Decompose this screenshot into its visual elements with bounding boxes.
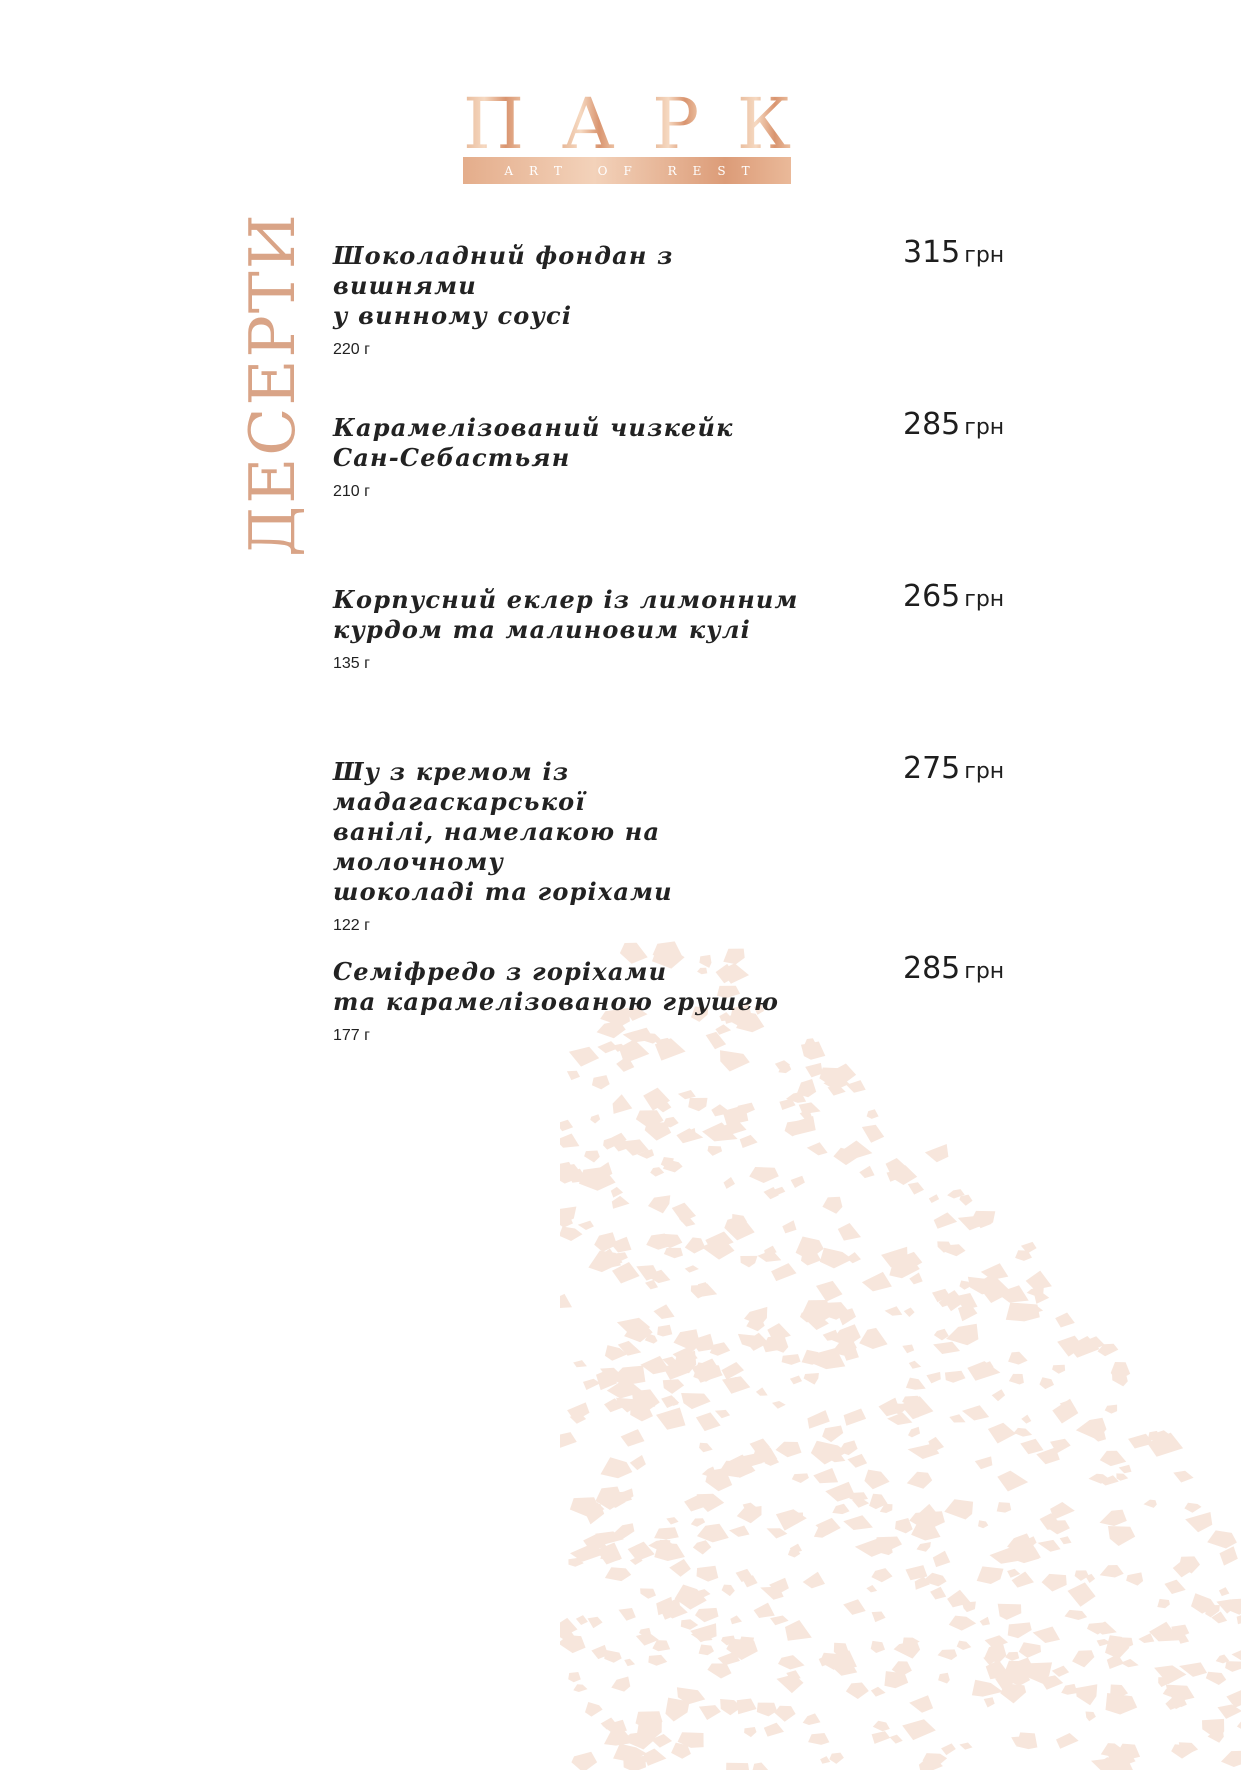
menu-item — [333, 413, 1033, 501]
restaurant-logo — [463, 91, 791, 184]
leaf-fragment — [1026, 1271, 1052, 1290]
leaf-fragment — [1220, 1546, 1238, 1565]
leaf-fragment — [756, 1387, 768, 1395]
leaf-fragment — [904, 1308, 915, 1318]
leaf-fragment — [1184, 1503, 1201, 1513]
leaf-fragment — [661, 1395, 679, 1408]
leaf-fragment — [984, 1697, 995, 1707]
leaf-fragment — [791, 1176, 805, 1188]
leaf-fragment — [560, 1227, 583, 1242]
leaf-fragment — [664, 1248, 683, 1258]
leaf-fragment — [1008, 1352, 1028, 1365]
leaf-fragment — [643, 1749, 666, 1766]
leaf-fragment — [1225, 1661, 1241, 1672]
leaf-fragment — [957, 1641, 972, 1650]
leaf-fragment — [844, 1409, 867, 1426]
leaf-fragment — [829, 1753, 844, 1764]
leaf-fragment — [757, 1703, 777, 1717]
item-name: Семіфредо з горіхами та карамелізованою грушею — [333, 957, 803, 1017]
leaf-fragment — [1107, 1654, 1124, 1669]
leaf-fragment — [1039, 1377, 1054, 1389]
leaf-fragment — [708, 1146, 723, 1156]
leaf-fragment — [1237, 1613, 1241, 1624]
leaf-fragment — [1072, 1650, 1094, 1667]
leaf-fragment — [730, 1615, 742, 1624]
leaf-fragment — [842, 1141, 872, 1161]
leaf-fragment — [1100, 1565, 1124, 1578]
leaf-fragment — [807, 1142, 828, 1155]
menu-item — [333, 585, 1033, 673]
leaf-fragment — [740, 1256, 757, 1268]
leaf-fragment — [1144, 1500, 1157, 1508]
leaf-fragment — [1006, 1303, 1040, 1322]
leaf-fragment — [975, 1456, 993, 1469]
menu-item — [333, 241, 1033, 359]
item-weight: 177 г — [333, 1027, 1033, 1045]
leaf-fragment — [772, 1401, 786, 1409]
price-currency: грн — [964, 415, 1004, 440]
leaf-fragment — [1221, 1751, 1241, 1767]
leaf-fragment — [907, 1472, 932, 1489]
leaf-fragment — [890, 1735, 903, 1744]
leaf-fragment — [871, 1641, 885, 1653]
leaf-fragment — [1232, 1646, 1241, 1662]
leaf-fragment — [1237, 1713, 1241, 1734]
leaf-fragment — [1185, 1512, 1212, 1532]
leaf-fragment — [949, 1414, 965, 1422]
leaf-fragment — [613, 1094, 633, 1114]
leaf-fragment — [968, 1211, 995, 1227]
leaf-fragment — [1050, 1502, 1075, 1520]
item-weight: 220 г — [333, 341, 1033, 359]
price-currency: грн — [964, 243, 1004, 268]
leaf-fragment — [785, 1620, 812, 1641]
leaf-fragment — [797, 1079, 817, 1097]
leaf-fragment — [707, 1664, 731, 1679]
leaf-fragment — [1116, 1473, 1128, 1480]
leaf-fragment — [696, 1412, 721, 1431]
leaf-fragment — [753, 1763, 769, 1770]
leaf-fragment — [1206, 1672, 1226, 1685]
menu-item — [333, 757, 1033, 935]
leaf-fragment — [1021, 1415, 1031, 1424]
leaf-fragment — [790, 1376, 802, 1385]
price-value: 285 — [903, 407, 960, 442]
price-value: 315 — [903, 235, 960, 270]
leaf-fragment — [699, 1443, 713, 1452]
leaf-fragment — [648, 1195, 670, 1213]
leaf-fragment — [926, 1372, 940, 1384]
leaf-fragment — [884, 1671, 908, 1688]
leaf-fragment — [998, 1604, 1022, 1620]
leaf-fragment — [1075, 1570, 1089, 1581]
leaf-fragment — [1038, 1540, 1061, 1552]
leaf-fragment — [1105, 1405, 1117, 1414]
leaf-fragment — [624, 1659, 635, 1666]
leaf-fragment — [949, 1616, 976, 1631]
leaf-fragment — [885, 1306, 903, 1315]
leaf-fragment — [933, 1342, 960, 1354]
leaf-fragment — [699, 1705, 721, 1720]
leaf-fragment — [619, 1608, 636, 1621]
leaf-fragment — [1076, 1684, 1098, 1705]
leaf-fragment — [1106, 1693, 1138, 1715]
leaf-fragment — [1157, 1599, 1170, 1608]
leaf-fragment — [978, 1520, 988, 1528]
leaf-fragment — [771, 1263, 796, 1281]
leaf-fragment — [592, 1075, 610, 1089]
leaf-fragment — [1060, 1536, 1072, 1544]
leaf-fragment — [611, 1187, 623, 1198]
leaf-fragment — [654, 1527, 679, 1539]
item-weight: 210 г — [333, 483, 1033, 501]
leaf-fragment — [846, 1080, 865, 1093]
leaf-fragment — [568, 1672, 581, 1682]
leaf-fragment — [980, 1617, 990, 1626]
leaf-fragment — [871, 1568, 892, 1582]
logo-letter: А — [562, 91, 615, 157]
leaf-fragment — [1207, 1530, 1237, 1548]
leaf-fragment — [929, 1194, 939, 1203]
leaf-fragment — [938, 1649, 958, 1660]
leaf-fragment — [803, 1572, 825, 1589]
leaf-fragment — [1119, 1465, 1132, 1474]
leaf-fragment — [695, 1608, 719, 1622]
leaf-fragment — [782, 1220, 796, 1233]
leaf-fragment — [749, 1167, 779, 1183]
leaf-fragment — [909, 1361, 921, 1369]
item-weight: 135 г — [333, 655, 1033, 673]
leaf-fragment — [693, 1540, 711, 1554]
leaf-fragment — [816, 1281, 843, 1302]
logo-letter: Р — [652, 91, 699, 157]
leaf-fragment — [778, 1655, 805, 1669]
leaf-fragment — [697, 1494, 725, 1512]
leaf-fragment — [934, 1212, 957, 1228]
leaf-fragment — [988, 1423, 1016, 1444]
item-name: Шу з кремом із мадагаскарської ванілі, намелакою на молочному шоколаді та горіхами — [333, 757, 803, 907]
leaf-fragment — [693, 1362, 721, 1381]
leaf-fragment — [729, 1526, 749, 1537]
leaf-fragment — [1061, 1684, 1077, 1695]
leaf-fragment — [1056, 1733, 1079, 1749]
leaf-fragment — [917, 1542, 931, 1552]
leaf-fragment — [611, 1677, 630, 1692]
leaf-fragment — [820, 1248, 853, 1269]
item-price — [903, 751, 1004, 786]
item-price — [903, 235, 1004, 270]
leaf-fragment — [938, 1673, 950, 1684]
leaf-fragment — [744, 1307, 767, 1326]
leaf-fragment — [977, 1566, 1004, 1584]
leaf-fragment — [764, 1723, 784, 1737]
leaf-fragment — [688, 1098, 707, 1111]
leaf-fragment — [862, 1272, 892, 1292]
leaf-fragment — [723, 1105, 749, 1126]
leaf-fragment — [754, 1603, 775, 1618]
menu-item — [333, 957, 1033, 1045]
leaf-fragment — [681, 1393, 711, 1409]
leaf-fragment — [945, 1371, 966, 1383]
leaf-fragment — [838, 1223, 861, 1241]
leaf-fragment — [560, 1120, 573, 1132]
leaf-fragment — [663, 1379, 684, 1394]
leaf-fragment — [666, 1517, 678, 1524]
leaf-fragment — [871, 1687, 886, 1697]
price-currency: грн — [964, 587, 1004, 612]
leaf-fragment — [846, 1683, 869, 1700]
leaf-fragment — [843, 1515, 873, 1530]
leaf-fragment — [776, 1442, 802, 1457]
leaf-fragment — [573, 1360, 587, 1367]
item-price — [903, 951, 1004, 986]
leaf-fragment — [933, 1551, 951, 1567]
leaf-fragment — [925, 1144, 949, 1162]
leaf-fragment — [691, 1518, 705, 1527]
leaf-fragment — [1055, 1313, 1075, 1328]
price-value: 275 — [903, 751, 960, 786]
leaf-fragment — [1173, 1471, 1193, 1483]
leaf-fragment — [1008, 1622, 1032, 1638]
leaf-fragment — [685, 1265, 699, 1272]
leaf-fragment — [804, 1373, 819, 1385]
price-value: 265 — [903, 579, 960, 614]
leaf-fragment — [859, 1328, 887, 1349]
leaf-fragment — [906, 1378, 926, 1390]
leaf-fragment — [578, 1221, 594, 1230]
item-price — [903, 579, 1004, 614]
leaf-fragment — [776, 1509, 807, 1530]
leaf-fragment — [962, 1602, 976, 1613]
leaf-fragment — [650, 1167, 664, 1177]
leaf-fragment — [573, 1684, 587, 1692]
leaf-fragment — [930, 1587, 946, 1600]
leaf-fragment — [571, 1752, 597, 1770]
leaf-fragment — [803, 1713, 821, 1725]
leaf-fragment — [985, 1635, 1008, 1648]
leaf-fragment — [909, 1695, 933, 1713]
leaf-fragment — [820, 1756, 830, 1764]
leaf-fragment — [1086, 1712, 1096, 1722]
leaf-fragment — [681, 1619, 698, 1630]
leaf-fragment — [866, 1585, 877, 1592]
leaf-fragment — [621, 1429, 645, 1447]
leaf-fragment — [720, 1050, 750, 1071]
price-value: 285 — [903, 951, 960, 986]
leaf-fragment — [588, 1617, 603, 1629]
leaf-fragment — [944, 1499, 973, 1519]
leaf-fragment — [908, 1427, 920, 1438]
leaf-fragment — [867, 1109, 879, 1119]
logo-wordmark — [463, 91, 791, 157]
leaf-fragment — [873, 1721, 890, 1732]
section-title: ДЕСЕРТИ — [241, 212, 304, 557]
leaf-fragment — [699, 1645, 714, 1656]
leaf-fragment — [872, 1612, 886, 1623]
leaf-fragment — [584, 1151, 600, 1163]
leaf-fragment — [1014, 1428, 1033, 1437]
leaf-fragment — [1052, 1365, 1065, 1374]
leaf-fragment — [702, 1467, 716, 1478]
leaf-fragment — [697, 1566, 719, 1582]
leaf-fragment — [909, 1273, 922, 1285]
leaf-fragment — [1100, 1451, 1126, 1466]
leaf-fragment — [908, 1182, 924, 1194]
logo-letter: П — [463, 91, 524, 157]
leaf-fragment — [623, 1757, 646, 1770]
leaf-fragment — [669, 1559, 691, 1577]
leaf-fragment — [585, 1702, 603, 1717]
leaf-fragment — [560, 1294, 572, 1308]
leaf-fragment — [997, 1502, 1012, 1513]
leaf-fragment — [1219, 1587, 1230, 1596]
leaf-fragment — [862, 1125, 884, 1143]
leaf-fragment — [992, 1389, 1005, 1401]
leaf-fragment — [569, 1047, 599, 1067]
logo-band — [463, 157, 791, 184]
leaf-fragment — [715, 1410, 730, 1418]
leaf-fragment — [1068, 1582, 1096, 1606]
leaf-fragment — [962, 1405, 989, 1420]
leaf-fragment — [792, 1473, 809, 1483]
leaf-fragment — [560, 1432, 577, 1448]
leaf-fragment — [1108, 1526, 1135, 1546]
leaf-fragment — [774, 1706, 795, 1722]
leaf-fragment — [843, 1599, 866, 1615]
leaf-fragment — [1164, 1580, 1185, 1594]
leaf-fragment — [656, 1408, 686, 1430]
leaf-fragment — [805, 1063, 823, 1078]
leaf-fragment — [1042, 1574, 1067, 1592]
leaf-fragment — [807, 1410, 829, 1429]
item-weight: 122 г — [333, 917, 1033, 935]
leaf-fragment — [959, 1743, 972, 1750]
leaf-fragment — [1020, 1439, 1043, 1455]
leaf-fragment — [808, 1733, 829, 1745]
leaf-fragment — [612, 1196, 630, 1209]
leaf-fragment — [576, 1615, 588, 1625]
decorative-leaf-pattern — [560, 930, 1241, 1770]
leaf-fragment — [590, 1114, 600, 1123]
leaf-fragment — [1226, 1689, 1241, 1707]
leaf-fragment — [657, 1325, 672, 1337]
leaf-fragment — [663, 1117, 679, 1128]
leaf-fragment — [646, 1234, 667, 1250]
logo-letter: К — [737, 91, 791, 157]
leaf-fragment — [1126, 1572, 1143, 1585]
leaf-fragment — [997, 1471, 1028, 1492]
leaf-fragment — [782, 1354, 801, 1365]
leaf-fragment — [770, 1616, 789, 1626]
leaf-fragment — [1005, 1652, 1019, 1661]
leaf-fragment — [640, 1588, 656, 1598]
leaf-fragment — [941, 1743, 956, 1755]
leaf-fragment — [652, 1640, 670, 1651]
leaf-fragment — [605, 1567, 631, 1581]
logo-tagline: ART OF REST — [488, 164, 765, 178]
leaf-fragment — [859, 1166, 874, 1178]
leaf-fragment — [744, 1727, 756, 1737]
item-price — [903, 407, 1004, 442]
leaf-fragment — [697, 1524, 729, 1543]
price-currency: грн — [964, 759, 1004, 784]
leaf-fragment — [567, 1402, 589, 1421]
leaf-fragment — [665, 1698, 689, 1722]
leaf-fragment — [1033, 1627, 1060, 1644]
item-name: Карамелізований чизкейк Сан-Себастьян — [333, 413, 803, 473]
leaf-fragment — [822, 1197, 842, 1214]
leaf-fragment — [1019, 1642, 1041, 1658]
leaf-fragment — [724, 1177, 736, 1189]
leaf-fragment — [832, 1504, 849, 1514]
leaf-fragment — [648, 1655, 667, 1666]
leaf-fragment — [959, 1195, 972, 1206]
leaf-fragment — [678, 1090, 696, 1099]
leaf-fragment — [726, 1763, 750, 1770]
leaf-fragment — [1065, 1610, 1088, 1620]
leaf-fragment — [654, 1304, 675, 1319]
leaf-fragment — [654, 1543, 685, 1561]
leaf-fragment — [822, 1426, 843, 1443]
item-name: Корпусний еклер із лимонним курдом та малиновим кулі — [333, 585, 803, 645]
leaf-fragment — [872, 1731, 891, 1744]
leaf-fragment — [1016, 1732, 1037, 1749]
leaf-fragment — [813, 1468, 838, 1483]
leaf-fragment — [1009, 1374, 1024, 1385]
price-currency: грн — [964, 959, 1004, 984]
leaf-fragment — [567, 1071, 580, 1080]
leaf-fragment — [685, 1237, 706, 1253]
leaf-fragment — [740, 1135, 758, 1148]
leaf-fragment — [560, 1134, 579, 1148]
leaf-fragment — [1100, 1510, 1127, 1526]
leaf-fragment — [630, 1455, 646, 1470]
item-name: Шоколадний фондан з вишнями у винному соусі — [333, 241, 803, 331]
leaf-fragment — [722, 1585, 735, 1597]
leaf-fragment — [902, 1345, 914, 1354]
leaf-fragment — [902, 1719, 936, 1740]
leaf-fragment — [1138, 1633, 1154, 1643]
leaf-fragment — [1052, 1666, 1069, 1677]
leaf-fragment — [847, 1454, 867, 1468]
leaf-fragment — [601, 1457, 633, 1478]
